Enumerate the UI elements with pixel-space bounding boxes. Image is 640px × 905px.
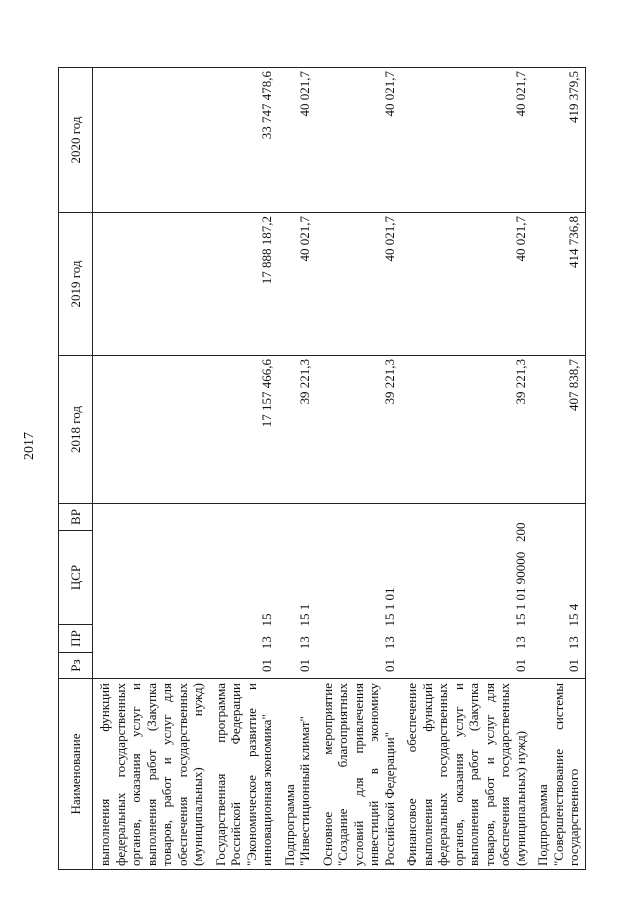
table-row (531, 68, 585, 870)
row-csr: 15 1 01 (381, 587, 397, 627)
col-header-2020: 2020 год (59, 68, 93, 213)
header-row (59, 68, 93, 870)
row-codes (278, 504, 316, 679)
row-2018: 39 221,3 (316, 356, 401, 504)
row-csr: 15 4 (566, 603, 581, 627)
row-csr: 15 1 01 90000 (512, 551, 528, 627)
row-2020: 40 021,7 (316, 68, 401, 213)
row-codes (209, 504, 278, 679)
col-header-rz: Рз (59, 653, 93, 679)
row-codes (531, 504, 585, 679)
row-rz: 01 (381, 659, 397, 672)
row-2019 (93, 213, 209, 356)
row-name: Подпрограмма "Инвестиционный климат" (278, 679, 316, 870)
row-pr: 13 (297, 636, 312, 650)
row-2020: 419 379,5 (531, 68, 585, 213)
page-number: 2017 (22, 432, 37, 460)
row-2020: 33 747 478,6 (209, 68, 278, 213)
row-name: Основное мероприятие "Создание благоприятных условий для привлечения инвестиций в экономику Российской Федерации" (316, 679, 401, 870)
col-header-name: Наименование (59, 679, 93, 870)
row-name: Государственная программа Российской Федерации "Экономическое развитие и инновационная экономика" (209, 679, 278, 870)
row-name: Финансовое обеспечение выполнения функций федеральных государственных органов, оказания услуг и выполнения работ (Закупка товаров, работ и услуг для обеспечения государственных (муниципальных) нужд) (400, 679, 531, 870)
col-header-pr: ПР (59, 625, 93, 653)
row-pr: 13 (566, 636, 581, 650)
row-csr: 15 (259, 613, 274, 627)
table-row (278, 68, 316, 870)
row-rz: 01 (297, 659, 312, 672)
row-rz: 01 (566, 659, 581, 672)
row-codes (93, 504, 209, 679)
row-pr: 13 (512, 636, 528, 650)
row-2019: 40 021,7 (400, 213, 531, 356)
table-row (316, 68, 401, 870)
row-codes (400, 504, 531, 679)
row-2018: 39 221,3 (278, 356, 316, 504)
row-2020 (93, 68, 209, 213)
row-csr: 15 1 (297, 603, 312, 627)
row-name: Подпрограмма "Совершенствование системы государственного (531, 679, 585, 870)
row-2018: 407 838,7 (531, 356, 585, 504)
row-codes (316, 504, 401, 679)
row-name: выполнения функций федеральных государственных органов, оказания услуг и выполнения работ (Закупка товаров, работ и услуг для обеспечения государственных (муниципальных) нужд) (93, 679, 209, 870)
col-header-vr: ВР (59, 504, 93, 531)
row-2019: 40 021,7 (278, 213, 316, 356)
budget-table (58, 67, 586, 870)
row-2019: 17 888 187,2 (209, 213, 278, 356)
row-2020: 40 021,7 (400, 68, 531, 213)
row-pr: 13 (259, 636, 274, 650)
col-header-csr: ЦСР (59, 531, 93, 625)
col-header-2019: 2019 год (59, 213, 93, 356)
row-2018 (93, 356, 209, 504)
table-row (209, 68, 278, 870)
row-pr: 13 (381, 636, 397, 650)
row-2018: 17 157 466,6 (209, 356, 278, 504)
table-row (400, 68, 531, 870)
row-2019: 414 736,8 (531, 213, 585, 356)
row-vr: 200 (512, 522, 528, 542)
row-2020: 40 021,7 (278, 68, 316, 213)
col-header-2018: 2018 год (59, 356, 93, 504)
table-row (93, 68, 209, 870)
row-rz: 01 (259, 659, 274, 672)
budget-table-rotated (58, 68, 593, 870)
row-2018: 39 221,3 (400, 356, 531, 504)
row-2019: 40 021,7 (316, 213, 401, 356)
row-rz: 01 (512, 659, 528, 672)
